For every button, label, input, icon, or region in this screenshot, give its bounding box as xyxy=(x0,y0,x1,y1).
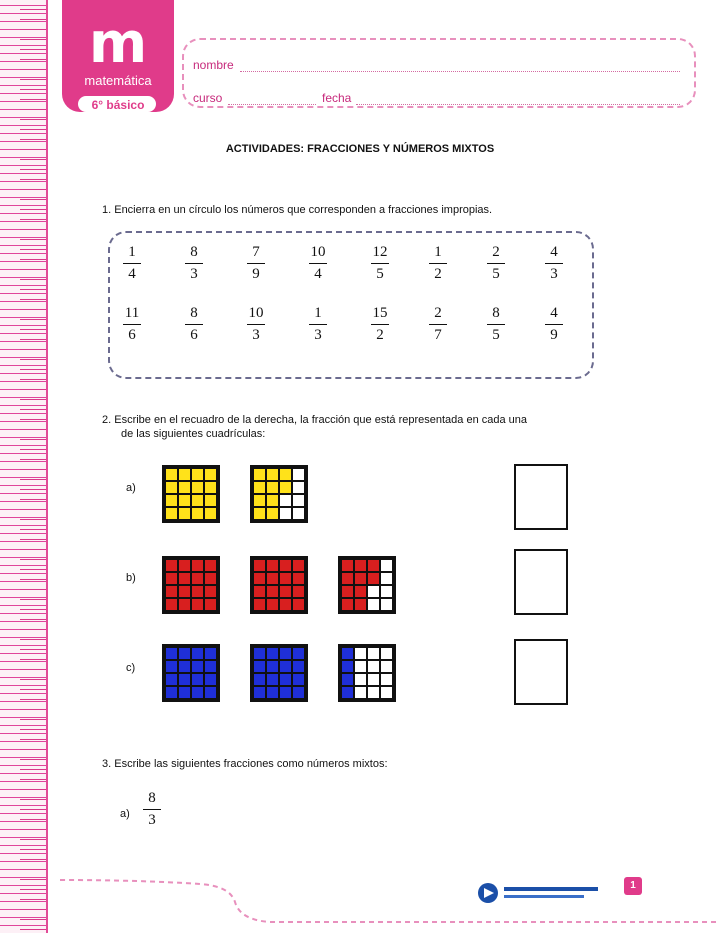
filled-cell xyxy=(205,674,216,685)
fraction-bar xyxy=(429,263,447,264)
filled-cell xyxy=(293,586,304,597)
filled-cell xyxy=(205,586,216,597)
footer-decoration xyxy=(60,872,720,932)
filled-cell xyxy=(342,648,353,659)
filled-cell xyxy=(267,495,278,506)
filled-cell xyxy=(179,573,190,584)
fraction[interactable] xyxy=(368,244,392,283)
fraction[interactable] xyxy=(244,305,268,344)
filled-cell xyxy=(192,508,203,519)
fraction[interactable] xyxy=(484,244,508,283)
denominator: 9 xyxy=(550,327,558,343)
empty-cell xyxy=(381,560,392,571)
fraction[interactable] xyxy=(306,305,330,344)
fraction-bar xyxy=(185,324,203,325)
fraction-grid xyxy=(250,556,308,614)
filled-cell xyxy=(179,482,190,493)
filled-cell xyxy=(254,674,265,685)
numerator: 12 xyxy=(372,244,388,260)
filled-cell xyxy=(192,599,203,610)
filled-cell xyxy=(293,599,304,610)
filled-cell xyxy=(280,573,291,584)
fraction[interactable] xyxy=(542,305,566,344)
filled-cell xyxy=(254,648,265,659)
fraction-bar xyxy=(545,324,563,325)
fraction-bar xyxy=(371,324,389,325)
filled-cell xyxy=(267,560,278,571)
q3-fraction xyxy=(140,790,164,829)
filled-cell xyxy=(267,586,278,597)
filled-cell xyxy=(254,508,265,519)
filled-cell xyxy=(166,661,177,672)
denominator: 3 xyxy=(314,327,322,343)
numerator: 8 xyxy=(492,305,500,321)
filled-cell xyxy=(267,482,278,493)
filled-cell xyxy=(179,586,190,597)
filled-cell xyxy=(205,560,216,571)
fraction-grid xyxy=(338,556,396,614)
fraction-bar xyxy=(247,324,265,325)
page-title: ACTIVIDADES: FRACCIONES Y NÚMEROS MIXTOS xyxy=(225,143,495,155)
fraction-bar xyxy=(247,263,265,264)
filled-cell xyxy=(205,482,216,493)
empty-cell xyxy=(381,674,392,685)
fraction-bar xyxy=(185,263,203,264)
filled-cell xyxy=(254,573,265,584)
filled-cell xyxy=(205,495,216,506)
fraction-grid xyxy=(250,465,308,523)
fraction[interactable] xyxy=(484,305,508,344)
filled-cell xyxy=(293,560,304,571)
fractions-box xyxy=(108,231,594,379)
filled-cell xyxy=(179,508,190,519)
filled-cell xyxy=(342,599,353,610)
numerator: 4 xyxy=(550,305,558,321)
empty-cell xyxy=(355,674,366,685)
page-number: 1 xyxy=(624,877,642,895)
filled-cell xyxy=(192,586,203,597)
filled-cell xyxy=(342,573,353,584)
filled-cell xyxy=(355,560,366,571)
filled-cell xyxy=(267,508,278,519)
filled-cell xyxy=(192,482,203,493)
filled-cell xyxy=(205,508,216,519)
filled-cell xyxy=(192,469,203,480)
filled-cell xyxy=(342,674,353,685)
filled-cell xyxy=(192,648,203,659)
filled-cell xyxy=(280,674,291,685)
filled-cell xyxy=(368,560,379,571)
denominator: 7 xyxy=(434,327,442,343)
empty-cell xyxy=(293,508,304,519)
filled-cell xyxy=(267,599,278,610)
empty-cell xyxy=(381,599,392,610)
question-2-text-line1: 2. Escribe en el recuadro de la derecha, la fracción que está representada en cada una xyxy=(102,414,527,426)
filled-cell xyxy=(355,586,366,597)
empty-cell xyxy=(368,687,379,698)
fraction-bar xyxy=(309,263,327,264)
numerator: 1 xyxy=(314,305,322,321)
numerator: 2 xyxy=(434,305,442,321)
empty-cell xyxy=(368,599,379,610)
filled-cell xyxy=(192,560,203,571)
ruler-edge xyxy=(46,0,48,933)
numerator: 8 xyxy=(190,244,198,260)
filled-cell xyxy=(254,599,265,610)
fraction-grid xyxy=(250,644,308,702)
filled-cell xyxy=(342,661,353,672)
denominator: 9 xyxy=(252,266,260,282)
fraction-grid xyxy=(162,556,220,614)
fraction[interactable] xyxy=(306,244,330,283)
denominator: 2 xyxy=(434,266,442,282)
filled-cell xyxy=(342,560,353,571)
filled-cell xyxy=(179,599,190,610)
answer-box-a[interactable] xyxy=(514,464,568,530)
filled-cell xyxy=(166,674,177,685)
empty-cell xyxy=(368,586,379,597)
question-2-text-line2: de las siguientes cuadrículas: xyxy=(121,428,266,440)
q3-denominator: 3 xyxy=(148,812,156,828)
fraction-bar xyxy=(371,263,389,264)
logo-subject: matemática xyxy=(84,73,152,88)
denominator: 5 xyxy=(492,327,500,343)
empty-cell xyxy=(280,508,291,519)
filled-cell xyxy=(179,495,190,506)
denominator: 3 xyxy=(190,266,198,282)
fraction[interactable] xyxy=(244,244,268,283)
empty-cell xyxy=(368,674,379,685)
filled-cell xyxy=(192,573,203,584)
denominator: 4 xyxy=(314,266,322,282)
empty-cell xyxy=(293,469,304,480)
filled-cell xyxy=(254,469,265,480)
filled-cell xyxy=(293,573,304,584)
filled-cell xyxy=(254,495,265,506)
fraction[interactable] xyxy=(426,305,450,344)
filled-cell xyxy=(179,674,190,685)
filled-cell xyxy=(179,648,190,659)
filled-cell xyxy=(280,661,291,672)
item-a-label: a) xyxy=(126,482,136,494)
filled-cell xyxy=(166,495,177,506)
filled-cell xyxy=(293,687,304,698)
q3-numerator: 8 xyxy=(148,790,156,806)
numerator: 2 xyxy=(492,244,500,260)
date-label: fecha xyxy=(322,91,352,105)
fraction-grid xyxy=(338,644,396,702)
filled-cell xyxy=(205,469,216,480)
filled-cell xyxy=(179,661,190,672)
filled-cell xyxy=(192,661,203,672)
filled-cell xyxy=(280,687,291,698)
empty-cell xyxy=(280,495,291,506)
item-b-label: b) xyxy=(126,572,136,584)
empty-cell xyxy=(293,482,304,493)
denominator: 4 xyxy=(128,266,136,282)
item-c-label: c) xyxy=(126,662,136,674)
numerator: 11 xyxy=(124,305,140,321)
date-field[interactable] xyxy=(356,104,680,105)
empty-cell xyxy=(355,648,366,659)
filled-cell xyxy=(267,661,278,672)
fraction-bar xyxy=(123,263,141,264)
filled-cell xyxy=(355,573,366,584)
course-field[interactable] xyxy=(228,104,316,105)
filled-cell xyxy=(205,687,216,698)
numerator: 1 xyxy=(128,244,136,260)
filled-cell xyxy=(254,687,265,698)
filled-cell xyxy=(254,482,265,493)
filled-cell xyxy=(166,482,177,493)
filled-cell xyxy=(280,560,291,571)
filled-cell xyxy=(166,560,177,571)
filled-cell xyxy=(342,586,353,597)
empty-cell xyxy=(368,661,379,672)
header-box xyxy=(182,38,696,108)
level-label: 6° básico xyxy=(91,98,145,112)
filled-cell xyxy=(192,687,203,698)
filled-cell xyxy=(166,599,177,610)
filled-cell xyxy=(280,469,291,480)
fraction-bar xyxy=(123,324,141,325)
fraction[interactable] xyxy=(542,244,566,283)
filled-cell xyxy=(355,599,366,610)
denominator: 5 xyxy=(492,266,500,282)
numerator: 4 xyxy=(550,244,558,260)
denominator: 3 xyxy=(252,327,260,343)
empty-cell xyxy=(355,661,366,672)
filled-cell xyxy=(342,687,353,698)
filled-cell xyxy=(280,482,291,493)
q3-item-label: a) xyxy=(120,808,130,820)
filled-cell xyxy=(267,469,278,480)
filled-cell xyxy=(267,648,278,659)
filled-cell xyxy=(267,687,278,698)
filled-cell xyxy=(166,586,177,597)
filled-cell xyxy=(254,661,265,672)
empty-cell xyxy=(381,687,392,698)
ruler-ticks xyxy=(20,0,46,933)
fraction-grid xyxy=(162,465,220,523)
denominator: 5 xyxy=(376,266,384,282)
denominator: 3 xyxy=(550,266,558,282)
empty-cell xyxy=(381,586,392,597)
filled-cell xyxy=(368,573,379,584)
filled-cell xyxy=(166,469,177,480)
filled-cell xyxy=(205,599,216,610)
empty-cell xyxy=(381,661,392,672)
filled-cell xyxy=(205,573,216,584)
publisher-logo xyxy=(474,878,604,908)
filled-cell xyxy=(179,560,190,571)
numerator: 7 xyxy=(252,244,260,260)
filled-cell xyxy=(280,648,291,659)
numerator: 1 xyxy=(434,244,442,260)
filled-cell xyxy=(293,648,304,659)
filled-cell xyxy=(179,687,190,698)
fraction-bar xyxy=(487,324,505,325)
fraction-bar xyxy=(487,263,505,264)
fraction-grid xyxy=(162,644,220,702)
filled-cell xyxy=(280,586,291,597)
fraction[interactable] xyxy=(182,244,206,283)
name-field[interactable] xyxy=(240,71,680,72)
answer-box-b[interactable] xyxy=(514,549,568,615)
answer-box-c[interactable] xyxy=(514,639,568,705)
numerator: 15 xyxy=(372,305,388,321)
empty-cell xyxy=(355,687,366,698)
filled-cell xyxy=(192,674,203,685)
filled-cell xyxy=(267,573,278,584)
fraction[interactable] xyxy=(120,305,144,344)
filled-cell xyxy=(205,661,216,672)
filled-cell xyxy=(280,599,291,610)
filled-cell xyxy=(166,687,177,698)
fraction-bar xyxy=(429,324,447,325)
filled-cell xyxy=(166,508,177,519)
numerator: 10 xyxy=(248,305,264,321)
question-3-text: 3. Escribe las siguientes fracciones como números mixtos: xyxy=(102,758,388,770)
question-1-text: 1. Encierra en un círculo los números que corresponden a fracciones impropias. xyxy=(102,204,493,216)
numerator: 8 xyxy=(190,305,198,321)
fraction[interactable] xyxy=(182,305,206,344)
empty-cell xyxy=(381,573,392,584)
logo-letter: m xyxy=(88,11,148,76)
filled-cell xyxy=(293,674,304,685)
filled-cell xyxy=(166,573,177,584)
fraction-bar xyxy=(545,263,563,264)
filled-cell xyxy=(192,495,203,506)
fraction[interactable] xyxy=(368,305,392,344)
filled-cell xyxy=(205,648,216,659)
filled-cell xyxy=(267,674,278,685)
fraction-bar xyxy=(309,324,327,325)
filled-cell xyxy=(254,586,265,597)
empty-cell xyxy=(293,495,304,506)
numerator: 10 xyxy=(310,244,326,260)
empty-cell xyxy=(381,648,392,659)
empty-cell xyxy=(368,648,379,659)
fraction[interactable] xyxy=(426,244,450,283)
fraction[interactable] xyxy=(120,244,144,283)
denominator: 6 xyxy=(128,327,136,343)
course-label: curso xyxy=(193,91,223,105)
filled-cell xyxy=(254,560,265,571)
denominator: 2 xyxy=(376,327,384,343)
name-label: nombre xyxy=(193,58,234,72)
filled-cell xyxy=(179,469,190,480)
filled-cell xyxy=(293,661,304,672)
denominator: 6 xyxy=(190,327,198,343)
filled-cell xyxy=(166,648,177,659)
fraction-bar xyxy=(143,809,161,810)
